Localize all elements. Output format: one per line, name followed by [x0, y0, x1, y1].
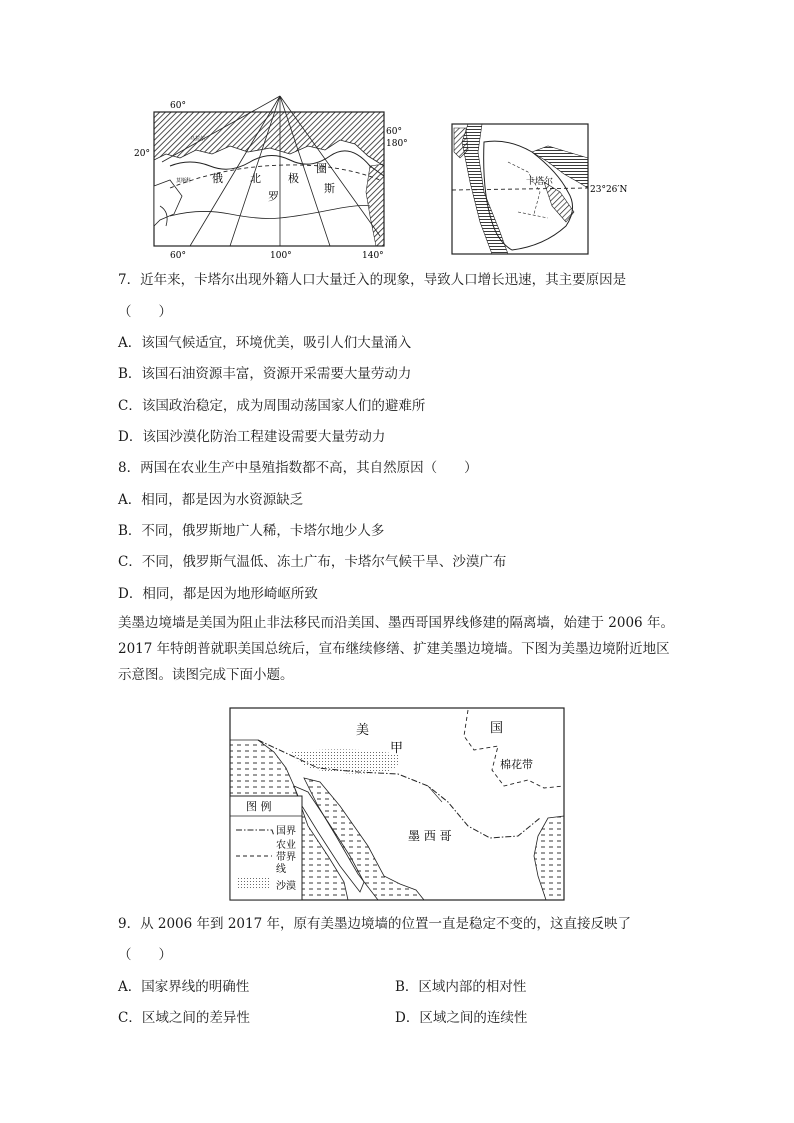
legend-agri-label: 农业带界线: [276, 840, 296, 875]
lon-label-140: 140°: [362, 251, 384, 261]
lon-label-60: 60°: [170, 251, 186, 261]
char-quan: 圈: [316, 162, 327, 175]
legend-title: 图 例: [246, 800, 272, 813]
lat-label-60-top: 60°: [170, 101, 186, 111]
q8-option-d[interactable]: D．相同，都是因为地形崎岖所致: [118, 586, 318, 602]
qatar-label: 卡塔尔: [526, 177, 554, 187]
q7-option-a[interactable]: A．该国气候适宜，环境优美，吸引人们大量涌入: [118, 335, 412, 351]
q9-option-d[interactable]: D．区域之间的连续性: [395, 1010, 528, 1026]
char-si: 斯: [324, 182, 335, 195]
q8-stem: 8．两国在农业生产中垦殖指数都不高，其自然原因（ ）: [118, 460, 478, 476]
label-cotton-belt: 棉花带: [500, 758, 533, 771]
q9-answer-paren: （ ）: [118, 947, 172, 963]
q8-option-b[interactable]: B．不同，俄罗斯地广人稀，卡塔尔地少人多: [118, 523, 385, 539]
usa-char-mei: 美: [356, 723, 370, 738]
q9-option-c[interactable]: C．区域之间的差异性: [118, 1010, 250, 1026]
legend-desert-symbol: [236, 878, 270, 890]
q9-option-b[interactable]: B．区域内部的相对性: [395, 979, 527, 995]
lon-label-100: 100°: [270, 251, 292, 261]
us-mexico-map: [228, 706, 568, 902]
label-jia: 甲: [390, 741, 404, 756]
tropic-label: 23°26′N: [590, 185, 628, 195]
q7-stem: 7．近年来，卡塔尔出现外籍人口大量迁入的现象，导致人口增长迅速，其主要原因是: [118, 272, 627, 288]
label-moscow: 莫斯科: [176, 178, 192, 184]
lon-label-20: 20°: [134, 149, 150, 159]
char-bei: 北: [250, 172, 261, 185]
russia-map: [130, 96, 408, 264]
q7-option-d[interactable]: D．该国沙漠化防治工程建设需要大量劳动力: [118, 429, 386, 445]
q9-stem: 9．从 2006 年到 2017 年，原有美墨边境墙的位置一直是稳定不变的，这直接反映了: [118, 916, 631, 932]
char-e: 俄: [212, 172, 223, 185]
intro-paragraph: 美墨边境墙是美国为阻止非法移民而沿美国、墨西哥国界线修建的隔离墙，始建于 2006 年。2017 年特朗普就职美国总统后，宣布继续修缮、扩建美墨边境墙。下图为美墨边境附近地区示意图。读图完成下面小题。: [118, 615, 674, 683]
q9-option-a[interactable]: A．国家界线的明确性: [118, 979, 250, 995]
q8-option-c[interactable]: C．不同，俄罗斯气温低、冻土广布，卡塔尔气候干旱、沙漠广布: [118, 554, 507, 570]
q7-answer-paren: （ ）: [118, 304, 172, 320]
legend-border-label: 国界: [276, 826, 296, 837]
q7-option-c[interactable]: C．该国政治稳定，成为周围动荡国家人们的避难所: [118, 398, 426, 414]
qatar-map: [448, 122, 644, 258]
char-luo: 罗: [268, 190, 279, 203]
label-ural: 乌拉尔: [190, 136, 206, 142]
q8-option-a[interactable]: A．相同，都是因为水资源缺乏: [118, 492, 304, 508]
lat-label-60-right: 60°: [386, 127, 402, 137]
label-mexico: 墨 西 哥: [408, 829, 452, 843]
lon-label-180: 180°: [386, 139, 408, 149]
q7-option-b[interactable]: B．该国石油资源丰富，资源开采需要大量劳动力: [118, 366, 412, 382]
usa-char-guo: 国: [490, 721, 504, 736]
char-ji: 极: [288, 172, 299, 185]
legend-desert-label: 沙漠: [276, 881, 296, 892]
